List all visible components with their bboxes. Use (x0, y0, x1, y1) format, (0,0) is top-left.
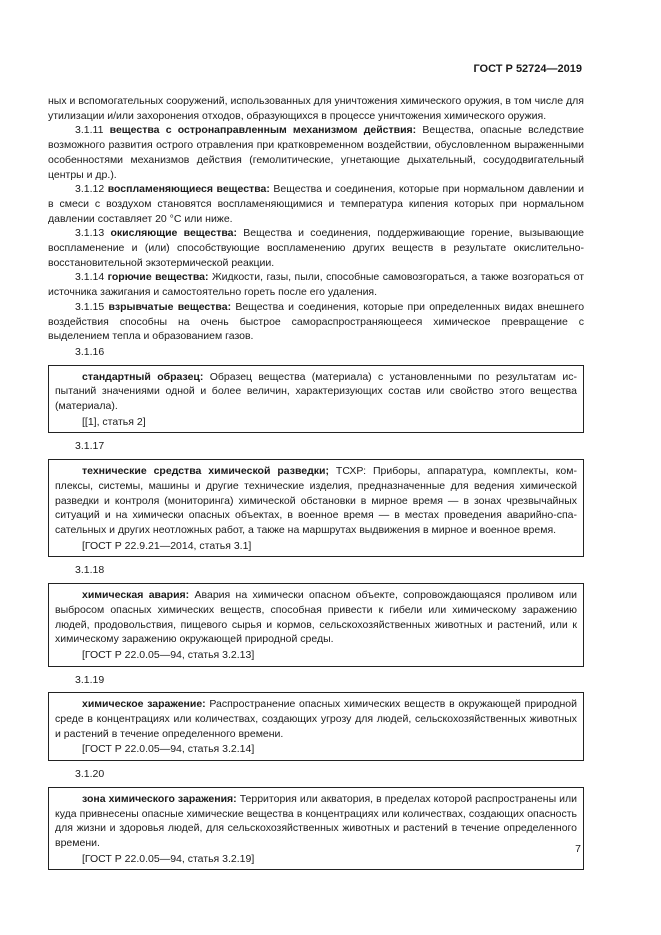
definition-text: химическая авария: Авария на химически опасном объекте, сопровождающаяся проливом или выбросом опасных химических веществ, способная привести к гибели или химическому заражению людей, продовольствия, пищевого сырья и кормов, сельскохозяйственных животных и растений, или к химическому заражению окружающей природной среды. (55, 589, 578, 646)
definition-3-1-12: 3.1.12 воспламеняющиеся вещества: Вещества и соединения, которые при нормальном давлении и в смеси с воздухом становятся воспламеняющимися и температура кипения которых при нормальном давлении составляет 20 °С или ниже. (48, 183, 585, 225)
definition-number-3-1-19: 3.1.19 (75, 673, 105, 686)
page-number: 7 (575, 843, 581, 855)
page-content (48, 94, 584, 876)
definition-source: [ГОСТ Р 22.0.05—94, статья 3.2.19] (82, 852, 255, 865)
definition-text: зона химического заражения: Территория или акватория, в пределах которой распространены или куда привнесены опасные химические вещества в концентрациях или количествах, создающих опасность для жизни и здоровья людей, для сельскохозяйственных животных и растений в течение определенного времени. (55, 792, 577, 849)
definition-3-1-13: 3.1.13 окисляющие вещества: Вещества и соединения, поддерживающие горение, вызывающие воспламенение и (или) способствующие воспламенению других веществ в результате окислительно-восстановительной экзотермической реакции. (48, 227, 584, 269)
definition-box-3-1-20 (48, 787, 584, 871)
definition-number-3-1-20: 3.1.20 (75, 768, 105, 781)
definition-box-3-1-19 (48, 692, 584, 761)
definition-3-1-14: 3.1.14 горючие вещества: Жидкости, газы, пыли, способные самовозгораться, а также возгораться от источника зажигания и самостоятельно гореть после его удаления. (48, 271, 585, 299)
definition-box-3-1-17 (48, 459, 584, 557)
definition-source: [ГОСТ Р 22.0.05—94, статья 3.2.13] (82, 648, 255, 661)
intro-paragraph: ных и вспомогательных сооружений, использованных для уничтожения химического оружия, в том числе для утилизации и/или захоронения отходов, образующихся в процессе уничтожения химического оружия. (48, 95, 584, 122)
definition-text: технические средства химической разведки; ТСХР: Приборы, аппаратура, комплекты, комплексы, системы, машины и другие технические изделия, предназначенные для ведения химической разведки и контроля (мониторинга) химической обстановки в мирное время — в зонах чрезвычайных ситуаций и на химически опасных объектах, в военное время — в местах проведения аварийно-спасательных и других неотложных работ, а также на маршрутах выдвижения в мирное и военное время. (55, 465, 577, 536)
document-header: ГОСТ Р 52724—2019 (473, 63, 582, 75)
definition-text: химическое заражение: Распространение опасных химических веществ в окружающей природной среде в концентрациях или количествах, создающих угрозу для людей, сельскохозяйственных животных и растений в течение определенного времени. (55, 698, 577, 740)
definition-number-3-1-17: 3.1.17 (75, 440, 105, 453)
definition-text: стандартный образец: Образец вещества (материала) с установленными по результатам испытаний значениями одной и более величин, характеризующих состав или свойство этого вещества (материала). (55, 370, 577, 413)
definition-source: [ГОСТ Р 22.9.21—2014, статья 3.1] (82, 539, 252, 552)
definition-box-3-1-18 (48, 583, 584, 667)
definition-3-1-15: 3.1.15 взрывчатые вещества: Вещества и соединения, которые при определенных видах внешнего воздействия способны на очень быстрое самораспространяющееся химическое превращение с выделением тепла и образованием газов. (48, 300, 585, 343)
definition-number-3-1-18: 3.1.18 (75, 564, 105, 577)
definition-source: [[1], статья 2] (82, 415, 146, 428)
definition-number-3-1-16: 3.1.16 (75, 345, 105, 358)
definition-box-3-1-16 (48, 365, 584, 434)
definition-3-1-11: 3.1.11 вещества с остронаправленным механизмом действия: Вещества, опасные вследствие возможного развития острого отравления при кратковременном воздействии, обусловленном выраженными особенностями механизмов действия (гемолитические, угнетающие дыхательный, сосудодвигательный центры и др.). (48, 124, 585, 181)
definition-source: [ГОСТ Р 22.0.05—94, статья 3.2.14] (82, 743, 255, 756)
